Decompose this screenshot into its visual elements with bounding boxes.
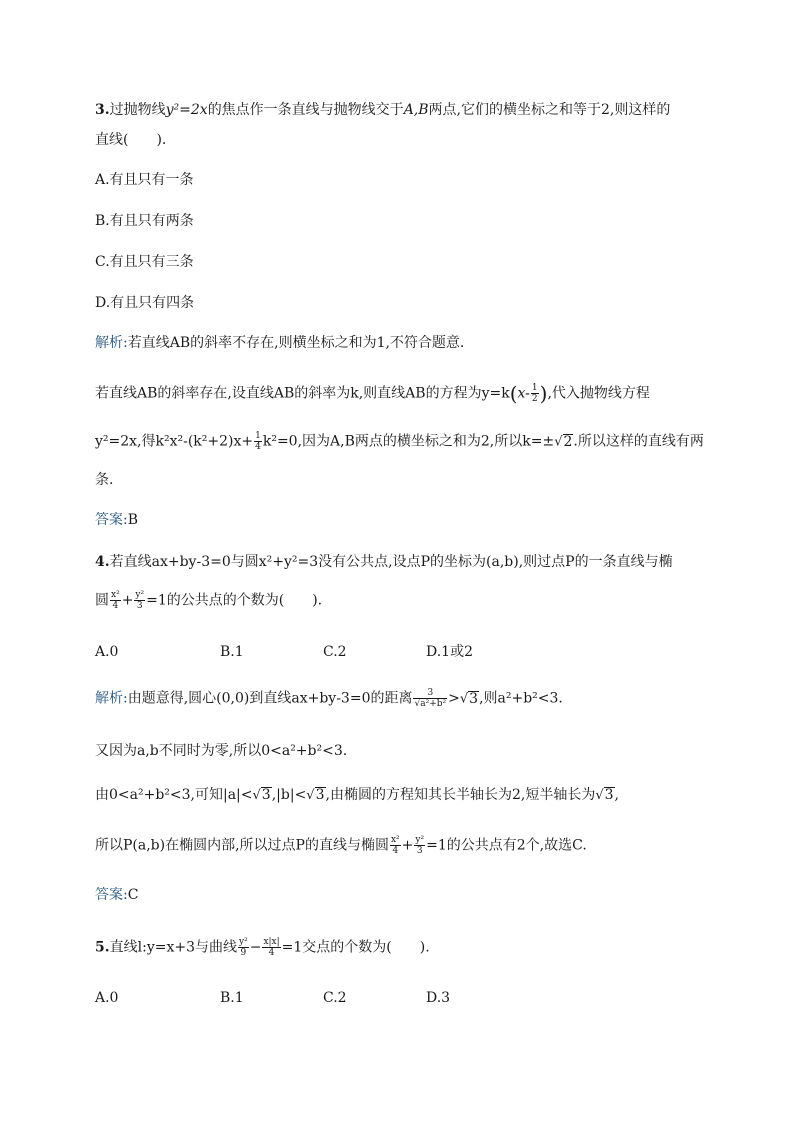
q3-analysis-line1 bbox=[95, 333, 464, 353]
q4-stem-line2 bbox=[95, 590, 322, 611]
q3-frac-half: $\frac{1}{2}$ bbox=[531, 383, 538, 404]
q5-stem-b: =1交点的个数为( ). bbox=[281, 939, 430, 956]
q4-analysis-line3 bbox=[95, 785, 619, 806]
q4-sqrt3-1: 3 bbox=[469, 690, 479, 707]
q5-stem bbox=[95, 937, 430, 958]
q5-option-d: D.3 bbox=[426, 990, 451, 1006]
q4-frac-y2-3-b: $\frac{\text{y²}}{3}$ bbox=[415, 835, 425, 856]
q5-frac-xabs-4: $\frac{x|x|}{4}$ bbox=[263, 937, 280, 958]
q4-stem-b1: 圆 bbox=[95, 592, 109, 609]
q3-option-b: B.有且只有两条 bbox=[95, 213, 194, 229]
q4-option-a: A.0 bbox=[95, 644, 119, 660]
q4-plus-b: + bbox=[401, 837, 414, 854]
q5-stem-a: 直线l:y=x+3与曲线 bbox=[109, 939, 237, 956]
q3-sqrt2: 2 bbox=[563, 433, 573, 450]
q3-analysis-2a: 若直线AB的斜率存在,设直线AB的斜率为k,则直线AB的方程为y=k bbox=[95, 385, 510, 402]
q4-sqrt3-3: 3 bbox=[315, 787, 325, 803]
q4-frac-x2-4: $\frac{\text{x²}}{4}$ bbox=[111, 590, 120, 611]
q3-stem-a: 过抛物线 bbox=[109, 102, 166, 118]
q4-radical-icon-1: √ bbox=[459, 691, 469, 707]
q4-answer-value: C bbox=[127, 887, 139, 903]
q5-minus: − bbox=[249, 939, 262, 956]
q4-frac-x2-4-b: $\frac{\text{x²}}{4}$ bbox=[390, 835, 400, 856]
q3-frac-quarter: $\frac{1}{4}$ bbox=[255, 431, 261, 452]
q4-answer-label: 答案: bbox=[95, 887, 128, 903]
q3-option-a: A.有且只有一条 bbox=[95, 172, 194, 188]
q3-lparen: ( bbox=[509, 381, 518, 406]
q3-answer-label: 答案: bbox=[95, 512, 128, 528]
q4-frac-y2-3: $\frac{\text{y²}}{3}$ bbox=[135, 590, 145, 611]
q3-radical-icon: √ bbox=[554, 434, 563, 450]
q4-analysis-line1 bbox=[95, 688, 563, 710]
q3-analysis-line2 bbox=[95, 383, 650, 404]
q4-analysis-1a: 由题意得,圆心(0,0)到直线ax+by-3=0的距离 bbox=[127, 690, 413, 707]
q4-analysis-3b: ,|b|< bbox=[271, 787, 307, 803]
q3-analysis-1: 若直线AB的斜率不存在,则横坐标之和为1,不符合题意. bbox=[127, 335, 465, 351]
q4-gt: > bbox=[448, 690, 460, 707]
q4-stem-b2: =1的公共点的个数为( ). bbox=[146, 592, 323, 609]
q5-option-c: C.2 bbox=[323, 990, 347, 1006]
q3-answer bbox=[95, 510, 138, 530]
q4-plus: + bbox=[121, 592, 134, 609]
q4-frac-distance: $\frac{3}{\text{√a²+b²}}$ bbox=[414, 688, 447, 709]
q3-analysis-label: 解析: bbox=[95, 335, 128, 351]
q4-analysis-1b: ,则a²+b²<3. bbox=[479, 690, 563, 707]
q5-option-b: B.1 bbox=[220, 990, 244, 1006]
q3-analysis-2b: ,代入抛物线方程 bbox=[547, 385, 650, 402]
q5-frac-y2-9: $\frac{\text{y²}}{9}$ bbox=[239, 937, 248, 958]
q4-analysis-3c: ,由椭圆的方程知其长半轴长为2,短半轴长为 bbox=[325, 787, 596, 803]
q3-analysis-line4: 条. bbox=[95, 472, 114, 488]
q4-analysis-label: 解析: bbox=[95, 690, 128, 707]
q3-analysis-3a: y²=2x,得k²x²-(k²+2)x+ bbox=[95, 433, 254, 450]
q3-analysis-line3 bbox=[95, 431, 704, 453]
q4-comma: , bbox=[614, 787, 619, 803]
q3-answer-value: B bbox=[127, 512, 139, 528]
q4-radical-icon-4: √ bbox=[595, 788, 604, 803]
q3-stem-c: 两点,它们的横坐标之和等于2,则这样的 bbox=[428, 102, 671, 118]
q4-analysis-line4 bbox=[95, 835, 587, 856]
q5-number: 5. bbox=[95, 939, 110, 956]
q4-radical-icon-2: √ bbox=[252, 788, 261, 803]
q4-radical-icon-3: √ bbox=[306, 788, 315, 803]
q4-option-c: C.2 bbox=[323, 644, 347, 660]
q3-stem-pts: A,B bbox=[403, 102, 429, 118]
q4-analysis-4b: =1的公共点有2个,故选C. bbox=[426, 837, 587, 854]
q4-stem-a: 若直线ax+by-3=0与圆x²+y²=3没有公共点,设点P的坐标为(a,b),则过点P的一条直线与椭 bbox=[109, 554, 673, 570]
q4-sqrt3-2: 3 bbox=[261, 787, 271, 803]
q4-analysis-3a: 由0<a²+b²<3,可知|a|< bbox=[95, 787, 253, 803]
q3-option-c: C.有且只有三条 bbox=[95, 254, 194, 270]
q3-stem-eq: y²=2x bbox=[165, 102, 208, 118]
q4-number: 4. bbox=[95, 554, 110, 570]
q5-option-a: A.0 bbox=[95, 990, 119, 1006]
q4-analysis-line2: 又因为a,b不同时为零,所以0<a²+b²<3. bbox=[95, 743, 348, 759]
q4-sqrt3-4: 3 bbox=[604, 787, 614, 803]
q3-rparen: ) bbox=[539, 381, 548, 406]
q3-option-d: D.有且只有四条 bbox=[95, 295, 195, 311]
q3-number: 3. bbox=[95, 102, 110, 118]
q3-analysis-3b: k²=0,因为A,B两点的横坐标之和为2,所以k=± bbox=[262, 433, 555, 450]
q3-stem-b: 的焦点作一条直线与抛物线交于 bbox=[207, 102, 404, 118]
q4-analysis-4a: 所以P(a,b)在椭圆内部,所以过点P的直线与椭圆 bbox=[95, 837, 389, 854]
q4-option-b: B.1 bbox=[220, 644, 244, 660]
q4-option-d: D.1或2 bbox=[426, 644, 473, 660]
q3-stem-line1 bbox=[95, 100, 670, 120]
q3-x-minus: x- bbox=[517, 385, 530, 402]
q3-analysis-3c: .所以这样的直线有两 bbox=[573, 433, 704, 450]
q4-stem-line1 bbox=[95, 552, 673, 572]
q3-stem-line2: 直线( ). bbox=[95, 132, 167, 148]
q4-answer bbox=[95, 885, 138, 905]
